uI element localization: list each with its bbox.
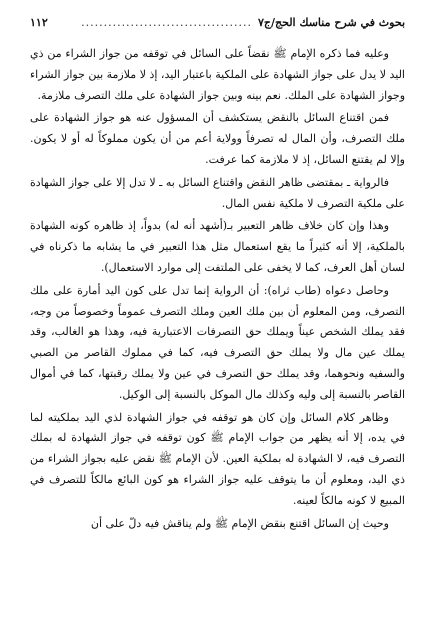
paragraph: وحاصل دعواه (طاب ثراه): أن الرواية إنما تدل على كون اليد أمارة على ملك التصرف، ومن المعلوم أن بين ملك العين وملك التصرف عموماً وخصوصاً من وجه، فقد يملك الشخص عيناً ويملك حق التصرفات الاعتبارية فيه، وهذا هو الغالب، وقد يملك عين مال ولا يملك حق التصرف فيه، كما في مملوك القاصر من الصبي والسفيه ونحوهما، وقد يملك حق التصرف في عين ولا يملك رقبتها، كما في أموال القاصر بالنسبة إلى وليه وكذلك مال الموكل بالنسبة إلى الوكيل.	[30, 283, 405, 401]
paragraph: وحيث إن السائل اقتنع بنقض الإمام ﷺ ولم يناقش فيه دلّ على أن	[90, 516, 389, 530]
running-title: بحوث في شرح مناسك الحج/ج٧	[257, 16, 405, 29]
document-body	[30, 44, 405, 534]
paragraph: وعليه فما ذكره الإمام ﷺ نقضاً على السائل في توقفه من جواز الشراء من ذي اليد لا يدل على جواز الشهادة على الملكية باعتبار اليد، إذ لا ملازمة بين جواز الشراء وجواز الشهادة على الملك. نعم بينه وبين جواز الشهادة على ملك التصرف ملازمة.	[30, 47, 405, 102]
page-number: ١١٢	[30, 16, 48, 29]
running-header	[30, 14, 405, 32]
paragraph: وهذا وإن كان خلاف ظاهر التعبير بـ(أشهد أنه له) بدواً، إذ ظاهره كونه الشهادة بالملكية، إلا أنه كثيراً ما يقع استعمال مثل هذا التعبير في ما يشابه ما ذكرناه في لسان أهل العرف، كما لا يخفى على الملتفت إلى موارد الاستعمال).	[30, 219, 405, 274]
paragraph: فمن اقتناع السائل بالنقض يستكشف أن المسؤول عنه هو جواز الشهادة على ملك التصرف، وأن المال له تصرفاً وولاية أعم من أن يكون مملوكاً له أو لا يكون. وإلا لم يقتنع السائل، إذ لا ملازمة كما عرفت.	[30, 111, 405, 166]
paragraph: فالرواية ـ بمقتضى ظاهر النقض واقتناع السائل به ـ لا تدل إلا على جواز الشهادة على ملكية التصرف لا ملكية نفس المال.	[30, 175, 405, 210]
header-leader-dots: ......................................	[81, 16, 252, 29]
paragraph: وظاهر كلام السائل وإن كان هو توقفه في جواز الشهادة لذي اليد بملكيته لما في يده، إلا أنه يظهر من جواب الإمام ﷺ كون توقفه في جواز الشهادة له بملك التصرف فيه، لا الشهادة له بملكية العين. لأن الإمام ﷺ نقض عليه بجواز الشراء من ذي اليد، ومعلوم أن ما يتوقف عليه جواز الشراء هو كون البائع مالكاً للتصرف في المبيع لا كونه مالكاً لعينه.	[30, 410, 405, 507]
